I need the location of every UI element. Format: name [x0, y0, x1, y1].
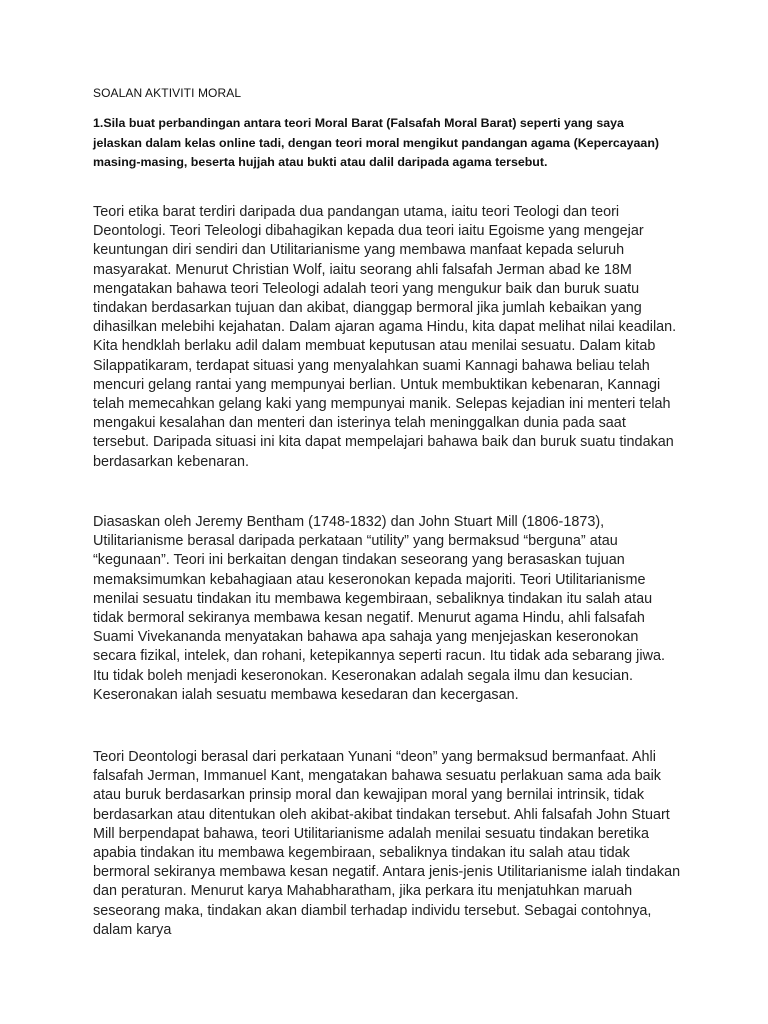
paragraph-2: Diasaskan oleh Jeremy Bentham (1748-1832) dan John Stuart Mill (1806-1873), Utilitarianisme berasal daripada perkataan “utility” yang bermaksud “berguna” atau “kegunaan”. Teori ini berkaitan dengan tindakan seseorang yang berasaskan tujuan memaksimumkan kebahagiaan atau keseronokan kepada majoriti. Teori Utilitarianisme menilai sesuatu tindakan itu membawa kegembiraan, sebaliknya tindakan itu salah atau tidak bermoral sekiranya membawa kesan negatif. Menurut agama Hindu, ahli falsafah Suami Vivekananda menyatakan bahawa apa sahaja yang menjejaskan keseronokan secara fizikal, intelek, dan rohani, ketepikannya seperti racun. Itu tidak ada sebarang jiwa. Itu tidak boleh menjadi keseronokan. Keseronakan adalah segala ilmu dan kesucian. Keseronakan ialah sesuatu membawa kesedaran dan kecergasan. — [93, 514, 665, 703]
paragraph-3: Teori Deontologi berasal dari perkataan Yunani “deon” yang bermaksud bermanfaat. Ahli falsafah Jerman, Immanuel Kant, mengatakan bahawa sesuatu perlakuan sama ada baik atau buruk berdasarkan prinsip moral dan kewajipan moral yang bernilai intrinsik, tidak berdasarkan atau ditentukan oleh akibat-akibat tindakan tersebut. Ahli falsafah John Stuart Mill berpendapat bahawa, teori Utilitarianisme adalah menilai sesuatu tindakan beretika apabia tindakan itu membawa kegembiraan, sebaliknya tindakan itu salah atau tidak bermoral sekiranya membawa kesan negatif. Antara jenis-jenis Utilitarianisme ialah tindakan dan peraturan. Menurut karya Mahabharatham, jika perkara itu menjatuhkan maruah seseorang maka, tindakan akan diambil terhadap individu tersebut. Sebagai contohnya, dalam karya — [93, 749, 681, 938]
paragraph-1: Teori etika barat terdiri daripada dua pandangan utama, iaitu teori Teologi dan teori Deontologi. Teori Teleologi dibahagikan kepada dua teori iaitu Egoisme yang mengejar keuntungan diri sendiri dan Utilitarianisme yang membawa manfaat kepada seluruh masyarakat. Menurut Christian Wolf, iaitu seorang ahli falsafah Jerman abad ke 18M mengatakan bahawa teori Teleologi adalah teori yang mengukur baik dan buruk suatu tindakan berdasarkan tujuan dan akibat, dianggap bermoral jika jumlah kebaikan yang dihasilkan melebihi kejahatan. Dalam ajaran agama Hindu, kita dapat melihat nilai keadilan. Kita hendklah berlaku adil dalam membuat keputusan atau menilai sesuatu. Dalam kitab Silappatikaram, terdapat situasi yang menyalahkan suami Kannagi bahawa beliau telah mencuri gelang rantai yang mempunyai berlian. Untuk membuktikan kebenaran, Kannagi telah memecahkan gelang kaki yang mempunyai manik. Selepas kejadian ini menteri telah mengakui kesalahan dan menteri dan isterinya telah meninggalkan dunia pada saat tersebut. Daripada situasi ini kita dapat mempelajari bahawa baik dan buruk suatu tindakan berdasarkan kebenaran. — [93, 204, 677, 470]
document-heading: SOALAN AKTIVITI MORAL — [93, 86, 242, 100]
question-text: 1.Sila buat perbandingan antara teori Moral Barat (Falsafah Moral Barat) seperti yang saya jelaskan dalam kelas online tadi, dengan teori moral mengikut pandangan agama (Kepercayaan) masing-masing, beserta hujjah atau bukti atau dalil daripada agama tersebut. — [93, 116, 660, 169]
